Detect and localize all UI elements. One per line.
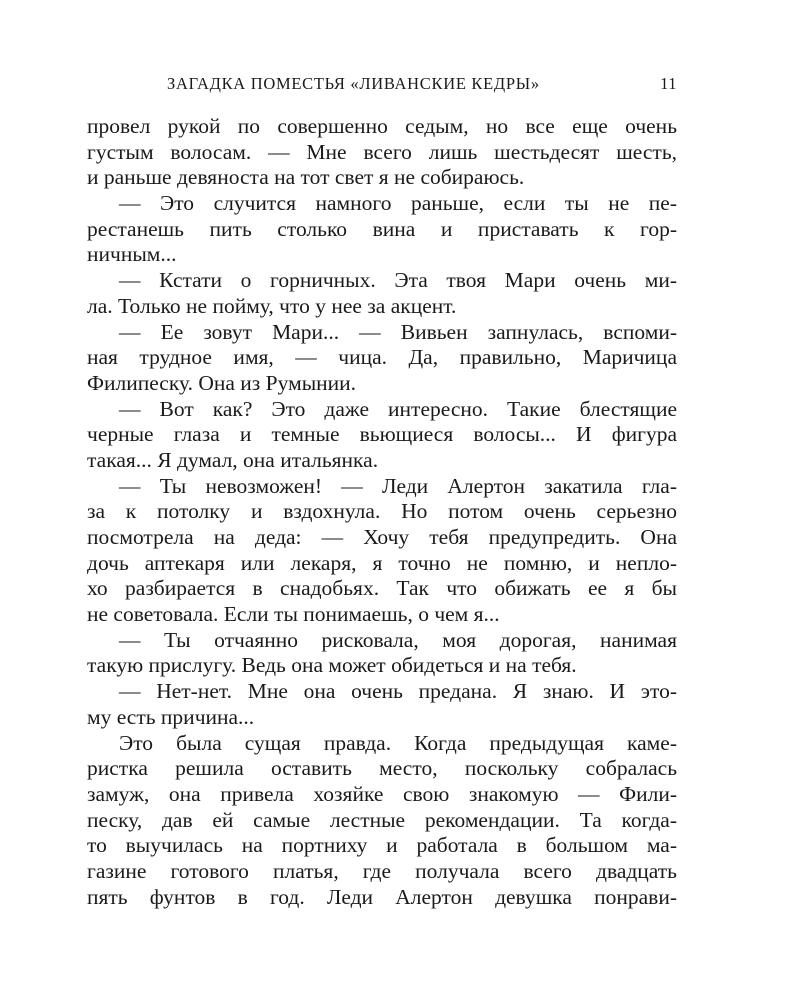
text-line: песку, дав ей самые лестные рекомендации. Та когда- — [87, 807, 677, 832]
text-line: замуж, она привела хозяйке свою знакомую — Фили- — [87, 781, 677, 806]
text-line: — Вот как? Это даже интересно. Такие блестящие — [119, 396, 677, 421]
text-line: пять фунтов в год. Леди Алертон девушка понрави- — [87, 884, 677, 909]
text-line: то выучилась на портниху и работала в большом ма- — [87, 833, 677, 858]
text-line: хо разбирается в снадобьях. Так что обижать ее я бы — [87, 576, 677, 601]
text-line: Это была сущая правда. Когда предыдущая каме- — [119, 730, 677, 755]
text-line: — Кстати о горничных. Эта твоя Мари очень ми- — [119, 268, 677, 293]
text-line: ристка решила оставить место, поскольку собралась — [87, 756, 677, 781]
text-line: Филипеску. Она из Румынии. — [87, 370, 357, 395]
text-line: — Ты невозможен! — Леди Алертон закатила гла- — [119, 473, 677, 498]
running-head — [87, 74, 677, 96]
text-line: густым волосам. — Мне всего лишь шестьдесят шесть, — [87, 139, 677, 164]
text-line: газине готового платья, где получала всего двадцать — [87, 858, 677, 883]
text-line: не советовала. Если ты понимаешь, о чем я... — [87, 602, 500, 627]
text-line: черные глаза и темные вьющиеся волосы... И фигура — [87, 422, 677, 447]
text-line: провел рукой по совершенно седым, но все еще очень — [87, 114, 677, 138]
text-line: — Это случится намного раньше, если ты не пе- — [119, 191, 677, 216]
text-line: такую прислугу. Ведь она может обидеться и на тебя. — [87, 653, 577, 678]
text-line: такая... Я думал, она итальянка. — [87, 447, 379, 472]
page-number: 11 — [660, 74, 677, 93]
text-line: ничным... — [87, 242, 177, 267]
text-line: за к потолку и вздохнула. Но потом очень серьезно — [87, 499, 677, 524]
text-line: — Ты отчаянно рисковала, моя дорогая, нанимая — [119, 627, 677, 652]
text-line: ная трудное имя, — чица. Да, правильно, Маричица — [87, 345, 677, 370]
body-text — [87, 114, 677, 910]
text-line: рестанешь пить столько вина и приставать к гор- — [87, 216, 677, 241]
text-line: и раньше девяноста на тот свет я не собираюсь. — [87, 165, 525, 190]
text-line: посмотрела на деда: — Хочу тебя предупредить. Она — [87, 525, 677, 549]
text-line: ла. Только не пойму, что у нее за акцент. — [87, 293, 457, 318]
text-line: дочь аптекаря или лекаря, я точно не помню, и непло- — [87, 550, 677, 575]
text-line: му есть причина... — [87, 704, 255, 729]
text-line: — Нет-нет. Мне она очень предана. Я знаю. И это- — [119, 679, 677, 704]
text-line: — Ее зовут Мари... — Вивьен запнулась, вспоми- — [119, 319, 677, 344]
running-title: ЗАГАДКА ПОМЕСТЬЯ «ЛИВАНСКИЕ КЕДРЫ» — [167, 74, 540, 93]
